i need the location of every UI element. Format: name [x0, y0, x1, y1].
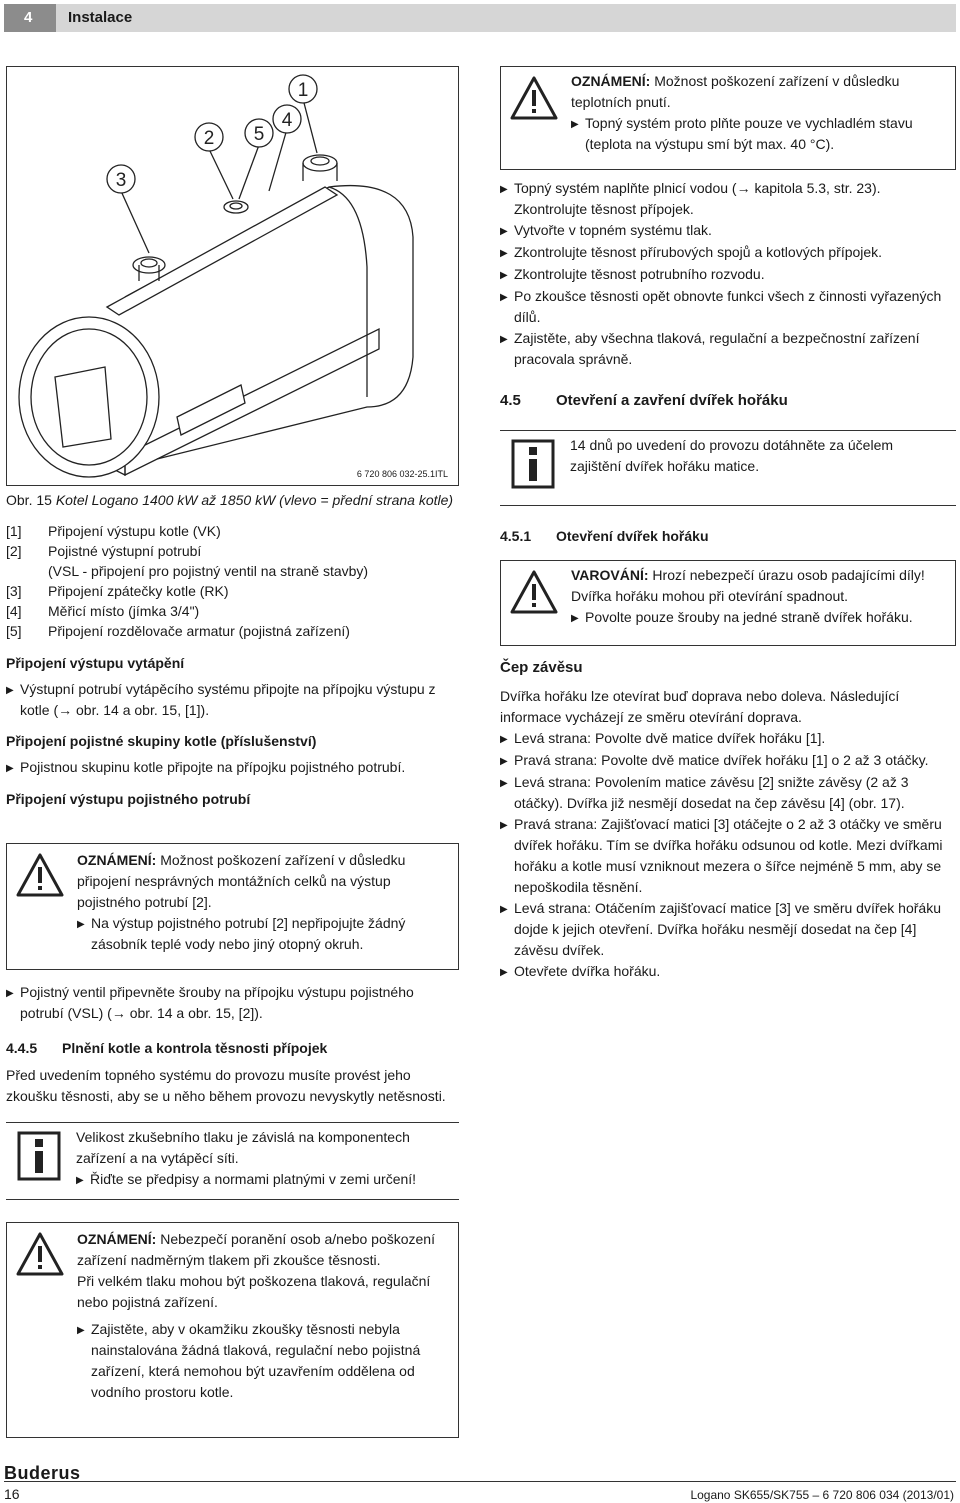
info-box-right — [500, 430, 956, 506]
arrow-icon: ▶ — [500, 756, 508, 767]
legend-item: [2] Pojistné výstupní potrubí — [6, 543, 202, 559]
arrow-icon: ▶ — [500, 967, 508, 978]
info-icon — [6, 1123, 72, 1199]
caption-label: Obr. 15 — [6, 492, 52, 508]
step-ventil: ▶ Pojistný ventil připevněte šrouby na přípojku výstupu pojistného potrubí (VSL) (→ obr. 14 a obr. 15, [2]). — [6, 982, 456, 1024]
arrow-icon: ▶ — [500, 270, 508, 281]
callout-5: 5 — [253, 124, 265, 145]
notice-right-text: Možnost poškození zařízení v důsledku teplotních pnutí. — [571, 73, 900, 110]
arrow-icon: ▶ — [77, 919, 85, 930]
warning-box-right — [500, 560, 956, 646]
notice-box-right — [500, 66, 956, 170]
info-step-left: ▶ Řiďte se předpisy a normami platnými v zemi určení! — [76, 1169, 449, 1191]
legend-item: [3] Připojení zpátečky kotle (RK) — [6, 583, 229, 599]
arrow-icon: ▶ — [6, 988, 14, 999]
boiler-drawing — [7, 67, 460, 487]
step-item: ▶ Otevřete dvířka hořáku. — [500, 961, 956, 983]
step-item: ▶ Levá strana: Povolte dvě matice dvířek hořáku [1]. — [500, 728, 956, 750]
para-445: Před uvedením topného systému do provozu musíte provést jeho zkoušku těsnosti, aby se u něho během provozu nevyskytly netěsnosti. — [6, 1067, 446, 1104]
arrow-icon: ▶ — [500, 820, 508, 831]
notice2-text2: Při velkém tlaku mohou být poškozena tlaková, regulační nebo pojistná zařízení. — [77, 1273, 431, 1310]
page-number: 16 — [4, 1486, 20, 1502]
section-451: 4.5.1 Otevření dvířek hořáku — [500, 528, 709, 544]
step-vytapeni: ▶ Výstupní potrubí vytápěcího systému připojte na přípojku výstupu z kotle (→ obr. 14 a obr. 15, [1]). — [6, 679, 456, 721]
heading-vytapeni: Připojení výstupu vytápění — [6, 655, 185, 671]
heading-cep: Čep závěsu — [500, 659, 583, 676]
info-box-left — [6, 1122, 459, 1200]
page-header — [0, 0, 960, 36]
right-steps — [500, 178, 956, 413]
warning-icon — [7, 844, 73, 969]
notice-right-label: OZNÁMENÍ: — [571, 73, 651, 89]
figure-caption — [6, 490, 456, 511]
info-text-left: Velikost zkušebního tlaku je závislá na komponentech zařízení a na vytápěcí síti. — [76, 1129, 410, 1166]
step-item: ▶ Levá strana: Otáčením zajišťovací matice [3] ve směru dvířek hořáku dojde k jejich otevření. Dvířka hořáku nesmějí dosedat na čep [4] závěsu dvířek. — [500, 898, 956, 961]
left-column-2 — [6, 982, 456, 1107]
step-item: ▶ Vytvořte v topném systému tlak. — [500, 220, 956, 242]
arrow-icon: ▶ — [500, 778, 508, 789]
chapter-title: Instalace — [56, 4, 956, 32]
arrow-icon: ▶ — [571, 119, 579, 130]
section-45: 4.5 Otevření a zavření dvířek hořáku — [500, 392, 788, 409]
left-column — [6, 490, 456, 809]
info-icon — [500, 431, 566, 505]
step-item: ▶ Pravá strana: Povolte dvě matice dvířek hořáku [1] o 2 až 3 otáčky. — [500, 750, 956, 772]
step-item: ▶ Po zkoušce těsnosti opět obnovte funkci všech z činnosti vyřazených dílů. — [500, 286, 956, 328]
warning-icon — [501, 561, 567, 645]
arrow-icon: ▶ — [77, 1325, 85, 1336]
chapter-number: 4 — [4, 4, 56, 32]
callout-1: 1 — [297, 80, 309, 101]
notice-box-1 — [6, 843, 459, 970]
boiler-figure — [6, 66, 459, 486]
document-id: Logano SK655/SK755 – 6 720 806 034 (2013/01) — [690, 1488, 954, 1502]
warn-step: ▶ Povolte pouze šrouby na jedné straně dvířek hořáku. — [571, 607, 945, 629]
notice1-text: Možnost poškození zařízení v důsledku připojení nesprávných montážních celků na výstup pojistného potrubí [2]. — [77, 852, 406, 910]
step-item: ▶ Topný systém naplňte plnicí vodou (→ kapitola 5.3, str. 23). Zkontrolujte těsnost přípojek. — [500, 178, 956, 220]
notice2-text: Nebezpečí poranění osob a/nebo poškození zařízení nadměrným tlakem při zkoušce těsnosti. — [77, 1231, 435, 1268]
step-skupina: ▶ Pojistnou skupinu kotle připojte na přípojku pojistného potrubí. — [6, 757, 456, 779]
section-445: 4.4.5 Plnění kotle a kontrola těsnosti přípojek — [6, 1040, 328, 1056]
arrow-icon: ▶ — [500, 226, 508, 237]
step-item: ▶ Zajistěte, aby všechna tlaková, regulační a bezpečnostní zařízení pracovala správně. — [500, 328, 956, 370]
step-item: ▶ Pravá strana: Zajišťovací matici [3] otáčejte o 2 až 3 otáčky ve směru dvířek hořáku. Tím se dvířka hořáku odsunou od kotle. Mezi dvířkami hořáku a kotle musí vzniknout mezera o šířce nejméně 5 mm, aby se nepoškodila těsnění. — [500, 814, 956, 898]
legend-item: (VSL - připojení pro pojistný ventil na straně stavby) — [48, 563, 369, 579]
info-text-right: 14 dnů po uvedení do provozu dotáhněte za účelem zajištění dvířek hořáku matice. — [570, 437, 894, 474]
notice2-label: OZNÁMENÍ: — [77, 1231, 157, 1247]
right-column-2 — [500, 658, 956, 983]
notice2-step: ▶ Zajistěte, aby v okamžiku zkoušky těsnosti nebyla nainstalována žádná tlaková, regulační nebo pojistná zařízení, která nemohou být uzavřením oddělena od vodního prostoru kotle. — [77, 1319, 448, 1403]
legend-item: [1] Připojení výstupu kotle (VK) — [6, 523, 221, 539]
arrow-icon: ▶ — [76, 1175, 84, 1186]
caption-text: Kotel Logano 1400 kW až 1850 kW (vlevo = přední strana kotle) — [55, 492, 454, 508]
callout-3: 3 — [115, 170, 127, 191]
warn-label: VAROVÁNÍ: — [571, 567, 649, 583]
step-item: ▶ Zkontrolujte těsnost potrubního rozvodu. — [500, 264, 956, 286]
arrow-icon: ▶ — [500, 734, 508, 745]
notice-right-step: ▶ Topný systém proto plňte pouze ve vychladlém stavu (teplota na výstupu smí být max. 40 °C). — [571, 113, 945, 155]
notice1-step: ▶ Na výstup pojistného potrubí [2] nepřipojujte žádný zásobník teplé vody nebo jiný otopný okruh. — [77, 913, 448, 955]
brand-logo: Buderus — [4, 1463, 81, 1483]
arrow-icon: ▶ — [500, 904, 508, 915]
warn-text: Hrozí nebezpečí úrazu osob padajícími díly! Dvířka hořáku mohou při otevírání spadnout. — [571, 567, 925, 604]
heading-pojistne: Připojení výstupu pojistného potrubí — [6, 791, 251, 807]
legend-item: [5] Připojení rozdělovače armatur (pojistná zařízení) — [6, 623, 350, 639]
notice1-label: OZNÁMENÍ: — [77, 852, 157, 868]
arrow-icon: ▶ — [500, 334, 508, 345]
figure-legend — [6, 521, 456, 641]
arrow-icon: ▶ — [6, 685, 14, 696]
arrow-icon: ▶ — [500, 292, 508, 303]
figure-code: 6 720 806 032-25.1ITL — [356, 468, 448, 479]
warning-icon — [501, 67, 567, 169]
arrow-icon: ▶ — [6, 763, 14, 774]
step-item: ▶ Levá strana: Povolením matice závěsu [2] snižte závěsy (2 až 3 otáčky). Dvířka již nesmějí dosedat na čep závěsu [4] (obr. 17). — [500, 772, 956, 814]
arrow-icon: ▶ — [571, 613, 579, 624]
arrow-icon: ▶ — [500, 248, 508, 259]
callout-4: 4 — [281, 110, 293, 131]
footer-divider — [4, 1481, 956, 1482]
callout-2: 2 — [203, 128, 215, 149]
step-item: ▶ Zkontrolujte těsnost přírubových spojů a kotlových přípojek. — [500, 242, 956, 264]
heading-skupina: Připojení pojistné skupiny kotle (příslušenství) — [6, 733, 317, 749]
warning-icon — [7, 1223, 73, 1437]
legend-item: [4] Měřicí místo (jímka 3/4") — [6, 603, 200, 619]
para-cep: Dvířka hořáku lze otevírat buď doprava nebo doleva. Následující informace vycházejí ze směru otevírání doprava. — [500, 688, 900, 725]
notice-box-2 — [6, 1222, 459, 1438]
arrow-icon: ▶ — [500, 184, 508, 195]
